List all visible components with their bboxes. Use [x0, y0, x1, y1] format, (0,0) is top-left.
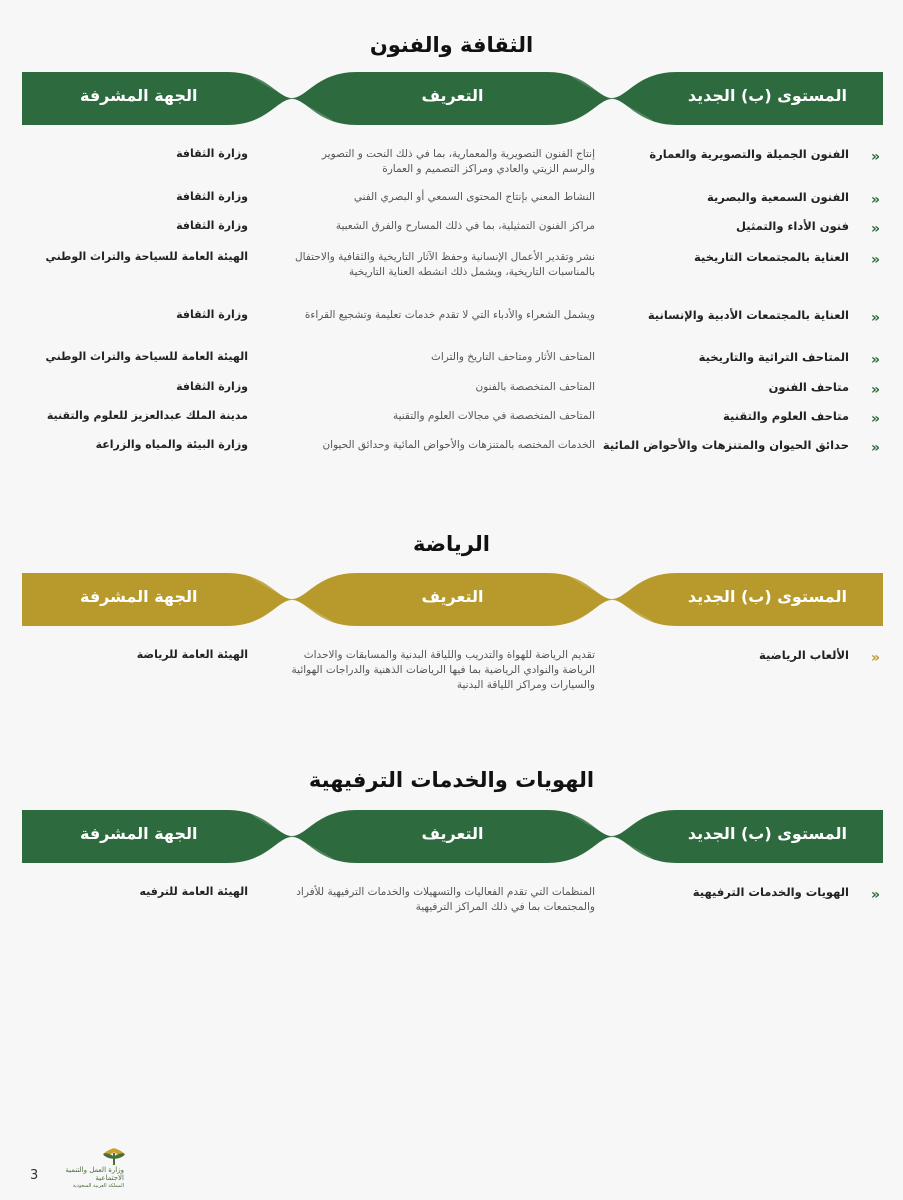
- header-level: المستوى (ب) الجديد: [687, 824, 847, 843]
- section-title: الرياضة: [413, 532, 490, 556]
- activity-definition: ويشمل الشعراء والأدباء التي لا تقدم خدمات تعليمة وتشجيع القراءة: [304, 309, 595, 321]
- header-definition: التعريف: [421, 824, 484, 843]
- activity-name: الفنون السمعية والبصرية: [707, 190, 849, 204]
- double-chevron-icon: «: [870, 440, 877, 456]
- activity-name: متاحف العلوم والتقنية: [723, 409, 849, 423]
- supervising-authority: وزارة الثقافة: [176, 308, 248, 321]
- activity-definition: النشاط المعني بإنتاج المحتوى السمعي أو البصري الفني: [353, 191, 595, 203]
- logo-text: [64, 1166, 124, 1190]
- header-level: المستوى (ب) الجديد: [687, 587, 847, 606]
- double-chevron-icon: «: [870, 411, 877, 427]
- header-level: المستوى (ب) الجديد: [687, 86, 847, 105]
- double-chevron-icon: «: [870, 149, 877, 165]
- header-authority: الجهة المشرفة: [80, 86, 198, 105]
- double-chevron-icon: «: [870, 310, 877, 326]
- double-chevron-icon: «: [870, 650, 877, 666]
- header-authority: الجهة المشرفة: [80, 824, 198, 843]
- supervising-authority: وزارة الثقافة: [176, 380, 248, 393]
- activity-definition: مراكز الفنون التمثيلية، بما في ذلك المسارح والفرق الشعبية: [335, 220, 595, 232]
- activity-name: الهويات والخدمات الترفيهية: [692, 885, 849, 899]
- activity-definition: المتاحف الأثار ومتاحف التاريخ والتراث: [431, 351, 595, 363]
- supervising-authority: وزارة البيئة والمياه والزراعة: [95, 438, 248, 451]
- activity-name: حدائق الحيوان والمتنزهات والأحواض المائية: [602, 438, 849, 452]
- double-chevron-icon: «: [870, 221, 877, 237]
- supervising-authority: وزارة الثقافة: [176, 147, 248, 160]
- header-authority: الجهة المشرفة: [80, 587, 198, 606]
- activity-name: الفنون الجميلة والتصويرية والعمارة: [649, 147, 849, 161]
- header-definition: التعريف: [421, 587, 484, 606]
- supervising-authority: وزارة الثقافة: [176, 190, 248, 203]
- activity-name: المتاحف التراثية والتاريخية: [698, 350, 849, 364]
- section-title: الهويات والخدمات الترفيهية: [308, 768, 595, 792]
- activity-definition: المنظمات التي تقدم الفعاليات والتسهيلات والخدمات الترفيهية للأفراد والمجتمعات بما في ذلك المراكز الترفيهية: [296, 886, 595, 913]
- logo-title: وزارة العمل والتنمية الاجتماعية: [65, 1166, 124, 1182]
- activity-definition: المتاحف المتخصصة في مجالات العلوم والتقنية: [392, 410, 595, 422]
- supervising-authority: وزارة الثقافة: [176, 219, 248, 232]
- activity-definition: تقديم الرياضة للهواة والتدريب واللياقة البدنية والمسابقات والاحداث الرياضة والنوادي الرياضية بما فيها الرياضات الذهنية والدراجات الهوائية والسيارات ومراكز اللياقة البدنية: [291, 649, 595, 691]
- double-chevron-icon: «: [870, 192, 877, 208]
- activity-definition: نشر وتقدير الأعمال الإنسانية وحفظ الآثار التاريخية والثقافية والاحتفال بالمناسبات التاريخية، ويشمل ذلك انشطه العناية التاريخية: [295, 251, 595, 278]
- activity-name: العناية بالمجتمعات التاريخية: [694, 250, 849, 264]
- section-title: الثقافة والفنون: [369, 33, 534, 57]
- header-banner: [22, 573, 883, 626]
- header-definition: التعريف: [421, 86, 484, 105]
- activity-name: العناية بالمجتمعات الأدبية والإنسانية: [647, 308, 849, 322]
- activity-definition: إنتاج الفنون التصويرية والمعمارية، بما في ذلك النحت و التصوير والرسم الزيتي والعادي ومراكز التصميم و العمارة: [321, 148, 595, 175]
- double-chevron-icon: «: [870, 382, 877, 398]
- double-chevron-icon: «: [870, 252, 877, 268]
- supervising-authority: الهيئة العامة للترفيه: [139, 885, 248, 898]
- supervising-authority: مدينة الملك عبدالعزيز للعلوم والتقنية: [46, 409, 248, 422]
- logo-subtitle: المملكة العربية السعودية: [72, 1183, 124, 1189]
- header-banner: [22, 72, 883, 125]
- page-number: 3: [30, 1168, 39, 1183]
- activity-name: متاحف الفنون: [768, 380, 849, 394]
- double-chevron-icon: «: [870, 352, 877, 368]
- supervising-authority: الهيئة العامة للسياحة والتراث الوطني: [45, 250, 248, 263]
- supervising-authority: الهيئة العامة للسياحة والتراث الوطني: [45, 350, 248, 363]
- header-banner: [22, 810, 883, 863]
- double-chevron-icon: «: [870, 887, 877, 903]
- activity-name: الألعاب الرياضية: [758, 648, 849, 662]
- activity-name: فنون الأداء والتمثيل: [736, 219, 849, 233]
- supervising-authority: الهيئة العامة للرياضة: [136, 648, 248, 661]
- activity-definition: الخدمات المختصه بالمتنزهات والأحواض المائية وحدائق الحيوان: [322, 439, 595, 451]
- activity-definition: المتاحف المتخصصة بالفنون: [475, 381, 595, 393]
